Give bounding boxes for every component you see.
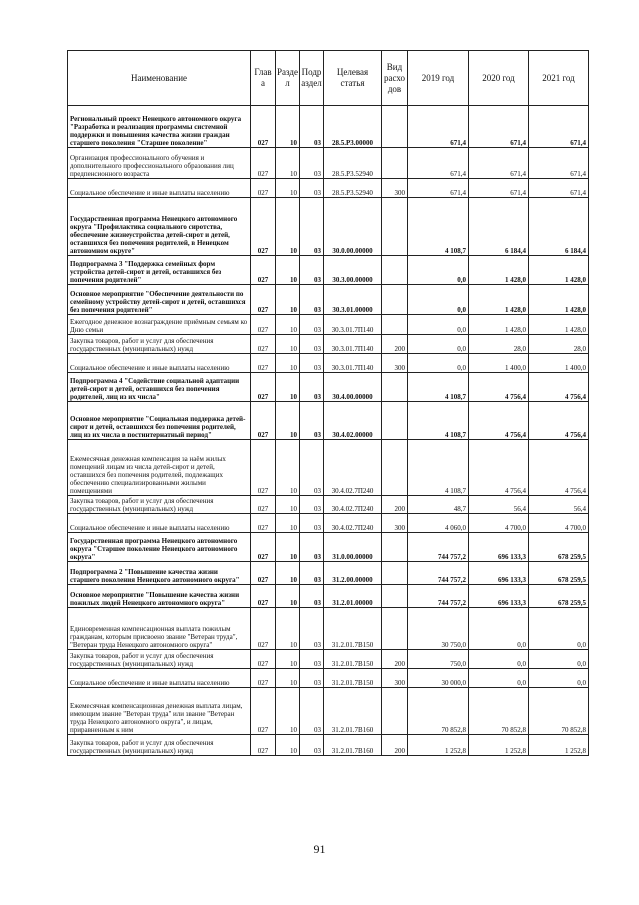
row-glava: 027 [251, 402, 276, 440]
row-razdel: 10 [276, 669, 300, 688]
row-name: Ежегодное денежное вознаграждение приёмным семьям ко Дню семьи [68, 315, 251, 335]
row-2020: 696 133,3 [469, 562, 529, 585]
row-2019: 671,4 [408, 106, 469, 148]
row-podrazdel: 03 [300, 533, 324, 562]
row-celevaya: 31.2.01.7В150 [324, 669, 382, 688]
row-2021: 4 756,4 [529, 440, 589, 496]
row-vid [382, 608, 408, 650]
row-celevaya: 30.4.02.7П240 [324, 496, 382, 514]
row-podrazdel: 03 [300, 688, 324, 735]
row-celevaya: 31.2.01.7В160 [324, 688, 382, 735]
row-2019: 0,0 [408, 335, 469, 354]
row-podrazdel: 03 [300, 650, 324, 669]
row-podrazdel: 03 [300, 148, 324, 179]
table-row [68, 669, 589, 688]
header-celevaya: Целевая статья [324, 51, 382, 106]
row-vid [382, 585, 408, 608]
row-vid [382, 440, 408, 496]
row-name: Основное мероприятие "Социальная поддержка детей-сирот и детей, оставшихся без попечения родителей, лиц из их числа в постинтернатный период" [68, 402, 251, 440]
row-podrazdel: 03 [300, 198, 324, 256]
row-podrazdel: 03 [300, 585, 324, 608]
header-glava: Глав а [251, 51, 276, 106]
row-glava: 027 [251, 496, 276, 514]
row-razdel: 10 [276, 256, 300, 285]
row-podrazdel: 03 [300, 514, 324, 533]
row-2019: 750,0 [408, 650, 469, 669]
row-2020: 0,0 [469, 669, 529, 688]
header-2019: 2019 год [408, 51, 469, 106]
row-name: Социальное обеспечение и иные выплаты населению [68, 354, 251, 373]
row-2021: 678 259,5 [529, 562, 589, 585]
row-glava: 027 [251, 585, 276, 608]
table-row [68, 514, 589, 533]
row-name: Основное мероприятие "Обеспечение деятельности по семейному устройству детей-сирот и детей, оставшихся без попечения родителей" [68, 285, 251, 315]
row-razdel: 10 [276, 315, 300, 335]
row-vid [382, 402, 408, 440]
row-celevaya: 28.5.P3.52940 [324, 148, 382, 179]
row-celevaya: 28.5.P3.00000 [324, 106, 382, 148]
row-celevaya: 31.2.01.7В150 [324, 650, 382, 669]
row-celevaya: 30.4.00.00000 [324, 373, 382, 402]
row-vid [382, 148, 408, 179]
row-2021: 1 428,0 [529, 315, 589, 335]
row-razdel: 10 [276, 335, 300, 354]
row-glava: 027 [251, 650, 276, 669]
row-2019: 0,0 [408, 315, 469, 335]
row-name: Закупка товаров, работ и услуг для обеспечения государственных (муниципальных) нужд [68, 735, 251, 756]
row-2019: 671,4 [408, 179, 469, 198]
row-glava: 027 [251, 514, 276, 533]
table-row [68, 179, 589, 198]
row-glava: 027 [251, 562, 276, 585]
row-podrazdel: 03 [300, 285, 324, 315]
row-podrazdel: 03 [300, 354, 324, 373]
row-name: Закупка товаров, работ и услуг для обеспечения государственных (муниципальных) нужд [68, 335, 251, 354]
table-row [68, 688, 589, 735]
table-row [68, 608, 589, 650]
row-2021: 678 259,5 [529, 585, 589, 608]
row-2021: 4 756,4 [529, 402, 589, 440]
row-name: Организация профессионального обучения и дополнительного профессионального образования лиц предпенсионного возраста [68, 148, 251, 179]
row-2019: 30 000,0 [408, 669, 469, 688]
row-2020: 70 852,8 [469, 688, 529, 735]
row-razdel: 10 [276, 496, 300, 514]
row-2020: 4 756,4 [469, 440, 529, 496]
header-2021: 2021 год [529, 51, 589, 106]
header-vid: Вид расхо дов [382, 51, 408, 106]
row-podrazdel: 03 [300, 496, 324, 514]
row-glava: 027 [251, 373, 276, 402]
row-celevaya: 30.3.01.7П140 [324, 315, 382, 335]
row-razdel: 10 [276, 514, 300, 533]
table-row [68, 373, 589, 402]
table-row [68, 335, 589, 354]
row-celevaya: 30.3.01.00000 [324, 285, 382, 315]
row-2020: 28,0 [469, 335, 529, 354]
row-name: Закупка товаров, работ и услуг для обеспечения государственных (муниципальных) нужд [68, 496, 251, 514]
row-razdel: 10 [276, 354, 300, 373]
row-2021: 1 428,0 [529, 256, 589, 285]
row-2019: 70 852,8 [408, 688, 469, 735]
row-razdel: 10 [276, 688, 300, 735]
row-podrazdel: 03 [300, 562, 324, 585]
row-podrazdel: 03 [300, 179, 324, 198]
row-2020: 1 400,0 [469, 354, 529, 373]
row-celevaya: 31.0.00.00000 [324, 533, 382, 562]
table-row [68, 148, 589, 179]
row-celevaya: 31.2.00.00000 [324, 562, 382, 585]
row-razdel: 10 [276, 402, 300, 440]
row-2019: 4 108,7 [408, 198, 469, 256]
row-2020: 671,4 [469, 179, 529, 198]
row-name: Государственная программа Ненецкого автономного округа "Профилактика социального сиротства, обеспечение жизнеустройства детей-сирот и детей, оставшихся без попечения родителей, в Ненецком автономном округе" [68, 198, 251, 256]
row-glava: 027 [251, 285, 276, 315]
row-2019: 1 252,8 [408, 735, 469, 756]
row-razdel: 10 [276, 533, 300, 562]
row-glava: 027 [251, 198, 276, 256]
row-2019: 48,7 [408, 496, 469, 514]
table-row [68, 585, 589, 608]
row-2021: 1 428,0 [529, 285, 589, 315]
row-vid: 200 [382, 735, 408, 756]
row-2019: 744 757,2 [408, 562, 469, 585]
row-2020: 4 756,4 [469, 373, 529, 402]
row-celevaya: 30.4.02.7П240 [324, 514, 382, 533]
header-podrazdel: Подр аздел [300, 51, 324, 106]
row-vid: 200 [382, 496, 408, 514]
row-name: Закупка товаров, работ и услуг для обеспечения государственных (муниципальных) нужд [68, 650, 251, 669]
row-glava: 027 [251, 669, 276, 688]
row-2020: 0,0 [469, 608, 529, 650]
row-glava: 027 [251, 106, 276, 148]
row-razdel: 10 [276, 608, 300, 650]
row-celevaya: 31.2.01.7В150 [324, 608, 382, 650]
row-2021: 4 700,0 [529, 514, 589, 533]
row-razdel: 10 [276, 373, 300, 402]
row-glava: 027 [251, 533, 276, 562]
row-2019: 4 108,7 [408, 440, 469, 496]
table-row [68, 106, 589, 148]
row-2020: 696 133,3 [469, 585, 529, 608]
row-name: Единовременная компенсационная выплата пожилым гражданам, которым присвоено звание "Ветеран труда", "Ветеран труда Ненецкого автономного округа" [68, 608, 251, 650]
table-row [68, 354, 589, 373]
header-razdel: Разде л [276, 51, 300, 106]
row-2019: 4 108,7 [408, 402, 469, 440]
row-2021: 671,4 [529, 179, 589, 198]
row-razdel: 10 [276, 148, 300, 179]
row-2021: 1 400,0 [529, 354, 589, 373]
table-header-row [68, 51, 589, 106]
row-celevaya: 30.4.02.00000 [324, 402, 382, 440]
row-vid: 200 [382, 650, 408, 669]
row-celevaya: 28.5.P3.52940 [324, 179, 382, 198]
row-podrazdel: 03 [300, 402, 324, 440]
row-razdel: 10 [276, 585, 300, 608]
table-row [68, 440, 589, 496]
row-name: Социальное обеспечение и иные выплаты населению [68, 669, 251, 688]
table-row [68, 315, 589, 335]
row-vid [382, 285, 408, 315]
row-celevaya: 31.2.01.00000 [324, 585, 382, 608]
row-2019: 744 757,2 [408, 533, 469, 562]
table-row [68, 650, 589, 669]
row-glava: 027 [251, 148, 276, 179]
row-vid [382, 106, 408, 148]
row-2021: 678 259,5 [529, 533, 589, 562]
row-2021: 1 252,8 [529, 735, 589, 756]
row-2019: 0,0 [408, 285, 469, 315]
row-vid [382, 533, 408, 562]
row-razdel: 10 [276, 198, 300, 256]
row-vid: 300 [382, 669, 408, 688]
row-name: Ежемесячная денежная компенсация за наём жилых помещений лицам из числа детей-сирот и детей, оставшихся без попечения родителей, подлежащих обеспечению специализированными жилыми помещениями [68, 440, 251, 496]
row-glava: 027 [251, 735, 276, 756]
row-name: Региональный проект Ненецкого автономного округа "Разработка и реализация программы системной поддержки и повышения качества жизни граждан старшего поколения "Старшее поколение" [68, 106, 251, 148]
row-name: Социальное обеспечение и иные выплаты населению [68, 179, 251, 198]
row-celevaya: 30.4.02.7П240 [324, 440, 382, 496]
row-celevaya: 31.2.01.7В160 [324, 735, 382, 756]
row-name: Социальное обеспечение и иные выплаты населению [68, 514, 251, 533]
row-2020: 4 756,4 [469, 402, 529, 440]
row-2021: 0,0 [529, 669, 589, 688]
table-row [68, 285, 589, 315]
row-2020: 56,4 [469, 496, 529, 514]
header-name: Наименование [68, 51, 251, 106]
row-podrazdel: 03 [300, 440, 324, 496]
row-2021: 6 184,4 [529, 198, 589, 256]
row-2020: 696 133,3 [469, 533, 529, 562]
row-glava: 027 [251, 179, 276, 198]
row-podrazdel: 03 [300, 373, 324, 402]
row-2020: 1 428,0 [469, 315, 529, 335]
row-podrazdel: 03 [300, 669, 324, 688]
row-glava: 027 [251, 256, 276, 285]
row-razdel: 10 [276, 735, 300, 756]
row-vid: 300 [382, 514, 408, 533]
row-2020: 6 184,4 [469, 198, 529, 256]
row-2020: 0,0 [469, 650, 529, 669]
row-2021: 0,0 [529, 608, 589, 650]
row-name: Подпрограмма 3 "Поддержка семейных форм устройства детей-сирот и детей, оставшихся без попечения родителей" [68, 256, 251, 285]
table-row [68, 735, 589, 756]
row-celevaya: 30.0.00.00000 [324, 198, 382, 256]
table-row [68, 533, 589, 562]
row-podrazdel: 03 [300, 608, 324, 650]
row-vid [382, 198, 408, 256]
row-razdel: 10 [276, 179, 300, 198]
row-razdel: 10 [276, 285, 300, 315]
row-glava: 027 [251, 335, 276, 354]
table-row [68, 256, 589, 285]
row-vid: 300 [382, 354, 408, 373]
row-vid [382, 562, 408, 585]
row-glava: 027 [251, 440, 276, 496]
row-2021: 70 852,8 [529, 688, 589, 735]
row-vid: 200 [382, 335, 408, 354]
row-2021: 671,4 [529, 148, 589, 179]
row-2021: 0,0 [529, 650, 589, 669]
row-vid [382, 688, 408, 735]
row-razdel: 10 [276, 440, 300, 496]
row-2021: 28,0 [529, 335, 589, 354]
row-2020: 671,4 [469, 106, 529, 148]
row-razdel: 10 [276, 106, 300, 148]
row-2021: 4 756,4 [529, 373, 589, 402]
row-podrazdel: 03 [300, 315, 324, 335]
row-2019: 4 060,0 [408, 514, 469, 533]
row-razdel: 10 [276, 562, 300, 585]
row-2019: 4 108,7 [408, 373, 469, 402]
row-2019: 671,4 [408, 148, 469, 179]
row-2019: 30 750,0 [408, 608, 469, 650]
row-podrazdel: 03 [300, 256, 324, 285]
row-glava: 027 [251, 688, 276, 735]
row-2020: 4 700,0 [469, 514, 529, 533]
row-vid [382, 315, 408, 335]
row-name: Государственная программа Ненецкого автономного округа "Старшее поколение Ненецкого автономного округа" [68, 533, 251, 562]
row-razdel: 10 [276, 650, 300, 669]
row-name: Подпрограмма 4 "Содействие социальной адаптации детей-сирот и детей, оставшихся без попечения родителей, лиц из их числа" [68, 373, 251, 402]
row-podrazdel: 03 [300, 335, 324, 354]
row-celevaya: 30.3.01.7П140 [324, 354, 382, 373]
row-2020: 1 428,0 [469, 285, 529, 315]
row-glava: 027 [251, 354, 276, 373]
row-2020: 1 428,0 [469, 256, 529, 285]
row-glava: 027 [251, 315, 276, 335]
table-row [68, 562, 589, 585]
row-celevaya: 30.3.01.7П140 [324, 335, 382, 354]
row-vid [382, 373, 408, 402]
row-name: Ежемесячная компенсационная денежная выплата лицам, имеющим звание "Ветеран труда" или звание "Ветеран труда Ненецкого автономного округа", и лицам, приравненным к ним [68, 688, 251, 735]
row-podrazdel: 03 [300, 735, 324, 756]
row-name: Основное мероприятие "Повышение качества жизни пожилых людей Ненецкого автономного округа" [68, 585, 251, 608]
budget-table [67, 50, 589, 756]
table-row [68, 402, 589, 440]
row-2020: 671,4 [469, 148, 529, 179]
row-vid: 300 [382, 179, 408, 198]
row-2020: 1 252,8 [469, 735, 529, 756]
row-name: Подпрограмма 2 "Повышение качества жизни старшего поколения Ненецкого автономного округа" [68, 562, 251, 585]
header-2020: 2020 год [469, 51, 529, 106]
page-number: 91 [313, 842, 326, 856]
table-row [68, 198, 589, 256]
row-celevaya: 30.3.00.00000 [324, 256, 382, 285]
row-2019: 0,0 [408, 256, 469, 285]
row-podrazdel: 03 [300, 106, 324, 148]
row-2021: 56,4 [529, 496, 589, 514]
row-vid [382, 256, 408, 285]
row-2019: 744 757,2 [408, 585, 469, 608]
table-row [68, 496, 589, 514]
row-glava: 027 [251, 608, 276, 650]
row-2019: 0,0 [408, 354, 469, 373]
row-2021: 671,4 [529, 106, 589, 148]
